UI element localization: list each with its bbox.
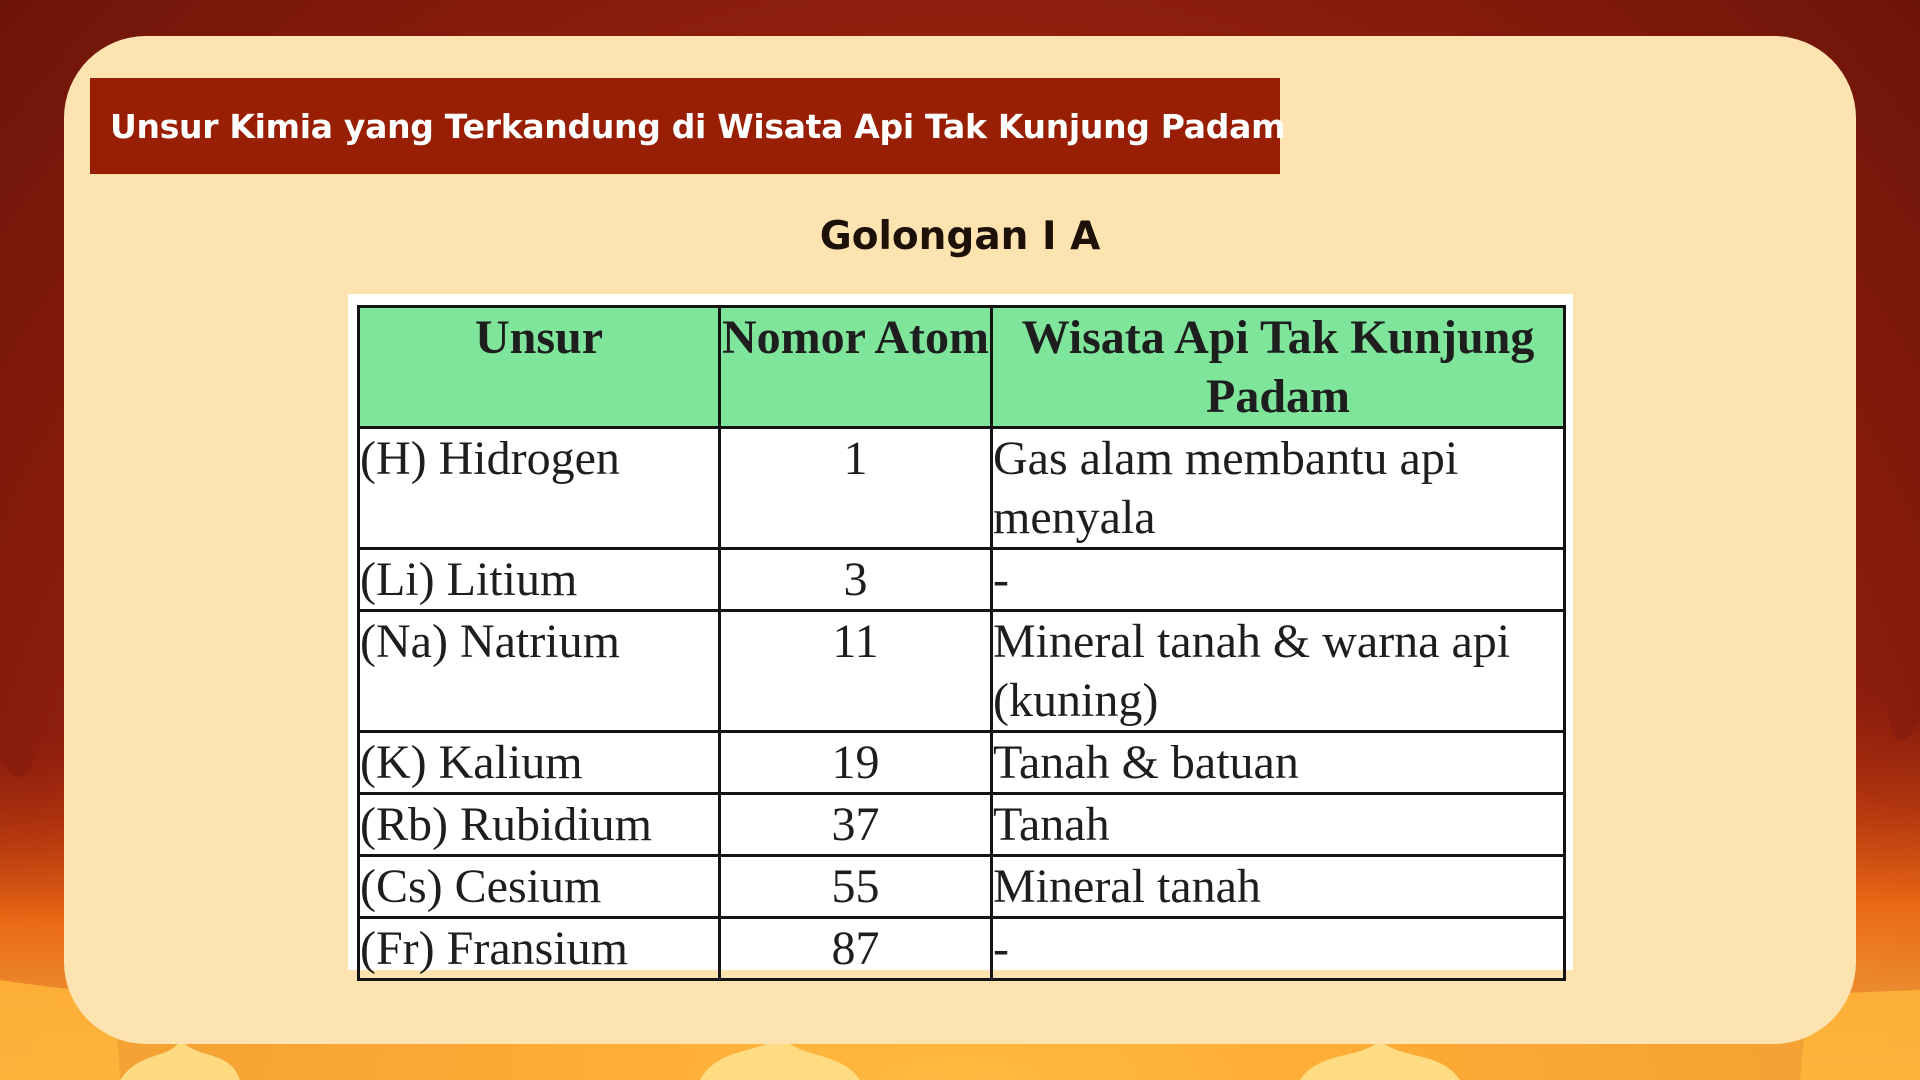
cell-unsur: (Rb) Rubidium xyxy=(359,794,720,856)
cell-unsur: (Fr) Fransium xyxy=(359,918,720,980)
cell-wisata: Gas alam membantu api menyala xyxy=(992,428,1565,549)
cell-nomor-atom: 87 xyxy=(720,918,992,980)
table-row xyxy=(359,856,1565,918)
header-wisata: Wisata Api Tak Kunjung Padam xyxy=(992,307,1565,428)
cell-unsur: (Na) Natrium xyxy=(359,611,720,732)
cell-nomor-atom: 37 xyxy=(720,794,992,856)
cell-unsur: (K) Kalium xyxy=(359,732,720,794)
cell-nomor-atom: 19 xyxy=(720,732,992,794)
cell-wisata: Tanah xyxy=(992,794,1565,856)
table-row xyxy=(359,732,1565,794)
cell-unsur: (H) Hidrogen xyxy=(359,428,720,549)
cell-wisata: - xyxy=(992,918,1565,980)
table-header-row xyxy=(359,307,1565,428)
table-container xyxy=(348,294,1573,975)
table-row xyxy=(359,794,1565,856)
cell-unsur: (Cs) Cesium xyxy=(359,856,720,918)
table-row xyxy=(359,611,1565,732)
cell-wisata: Mineral tanah & warna api (kuning) xyxy=(992,611,1565,732)
cell-nomor-atom: 11 xyxy=(720,611,992,732)
table-row xyxy=(359,428,1565,549)
cell-wisata: Tanah & batuan xyxy=(992,732,1565,794)
group-heading: Golongan I A xyxy=(819,214,1101,259)
header-nomor-atom: Nomor Atom xyxy=(720,307,992,428)
title-banner xyxy=(90,78,1286,174)
cell-unsur: (Li) Litium xyxy=(359,549,720,611)
table-row xyxy=(359,549,1565,611)
cell-nomor-atom: 1 xyxy=(720,428,992,549)
table-row xyxy=(359,918,1565,980)
cell-nomor-atom: 55 xyxy=(720,856,992,918)
slide-title: Unsur Kimia yang Terkandung di Wisata Api Tak Kunjung Padam xyxy=(110,106,1286,146)
cell-nomor-atom: 3 xyxy=(720,549,992,611)
elements-table xyxy=(357,305,1566,981)
cell-wisata: - xyxy=(992,549,1565,611)
header-unsur: Unsur xyxy=(359,307,720,428)
cell-wisata: Mineral tanah xyxy=(992,856,1565,918)
